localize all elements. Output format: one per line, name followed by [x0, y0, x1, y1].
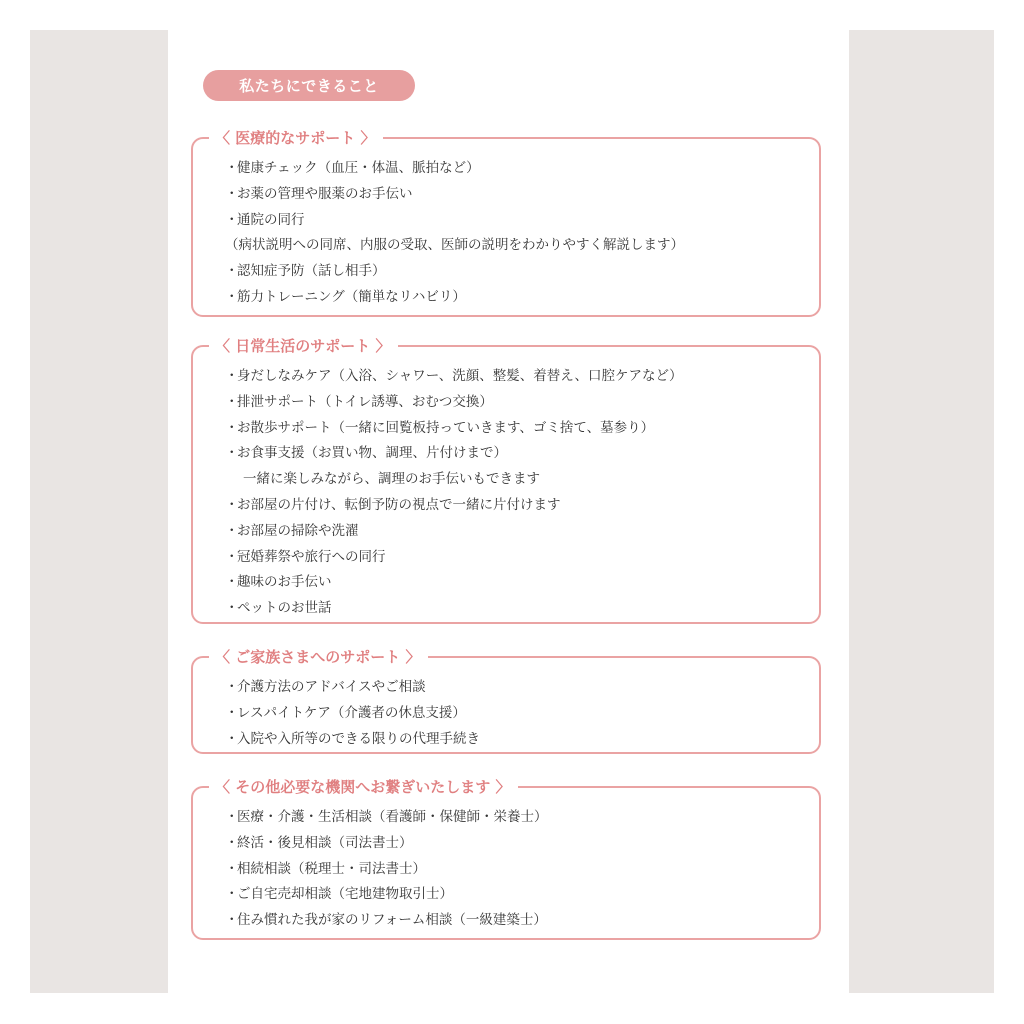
list-item	[225, 545, 683, 571]
list-item	[225, 259, 684, 285]
list-item	[225, 882, 548, 908]
bullet-mark: ・	[225, 886, 239, 903]
list-item	[225, 675, 480, 701]
list-item-text: お散歩サポート（一緒に回覧板持っていきます、ゴミ捨て、墓参り）	[237, 419, 655, 436]
left-side-panel	[30, 30, 168, 993]
right-side-panel	[849, 30, 994, 993]
list-item-continuation: （病状説明への同席、内服の受取、医師の説明をわかりやすく解説します）	[225, 237, 684, 254]
bullet-mark: ・	[225, 834, 239, 851]
bullet-mark: ・	[225, 445, 239, 462]
bullet-mark: ・	[225, 393, 239, 410]
bullet-mark: ・	[225, 912, 239, 929]
list-item-text: 筋力トレーニング（簡単なリハビリ）	[237, 288, 466, 305]
page-heading: 私たちにできること	[203, 70, 415, 101]
bullet-mark: ・	[225, 263, 239, 280]
bullet-mark: ・	[225, 160, 239, 176]
section-family-support	[191, 648, 821, 754]
list-item-text: お部屋の片付け、転倒予防の視点で一緒に片付けます	[237, 496, 561, 513]
section-daily-life-support	[191, 337, 821, 624]
list-item	[225, 908, 548, 934]
list-item	[225, 364, 683, 390]
list-item	[225, 467, 683, 493]
list-item-text: レスパイトケア（介護者の休息支援）	[237, 704, 466, 721]
bullet-mark: ・	[225, 185, 239, 202]
list-item	[225, 596, 683, 622]
bullet-mark: ・	[225, 704, 239, 721]
section-list	[225, 675, 480, 752]
list-item-text: ご自宅売却相談（宅地建物取引士）	[237, 886, 453, 903]
list-item	[225, 701, 480, 727]
list-item-continuation: 一緒に楽しみながら、調理のお手伝いもできます	[243, 471, 540, 488]
bullet-mark: ・	[225, 211, 239, 228]
list-item	[225, 182, 684, 208]
section-list	[225, 805, 548, 934]
list-item-text: 住み慣れた我が家のリフォーム相談（一級建築士）	[237, 912, 547, 929]
list-item-text: 介護方法のアドバイスやご相談	[237, 679, 426, 695]
section-other-referrals	[191, 778, 821, 940]
list-item-text: お食事支援（お買い物、調理、片付けまで）	[237, 445, 507, 462]
section-title: 〈 ご家族さまへのサポート 〉	[209, 646, 428, 668]
bullet-mark: ・	[225, 419, 239, 436]
list-item-text: 冠婚葬祭や旅行への同行	[237, 548, 386, 565]
list-item-text: 通院の同行	[237, 211, 305, 228]
list-item	[225, 416, 683, 442]
section-title: 〈 医療的なサポート 〉	[209, 127, 383, 149]
list-item	[225, 493, 683, 519]
list-item	[225, 285, 684, 311]
list-item-text: 認知症予防（話し相手）	[237, 263, 386, 280]
bullet-mark: ・	[225, 860, 239, 877]
list-item	[225, 390, 683, 416]
list-item	[225, 208, 684, 234]
list-item	[225, 156, 684, 182]
section-list	[225, 156, 684, 311]
list-item-text: 終活・後見相談（司法書士）	[237, 834, 413, 851]
section-title: 〈 日常生活のサポート 〉	[209, 335, 398, 357]
bullet-mark: ・	[225, 600, 239, 617]
list-item	[225, 805, 548, 831]
list-item	[225, 233, 684, 259]
bullet-mark: ・	[225, 368, 239, 384]
list-item-text: 排泄サポート（トイレ誘導、おむつ交換）	[237, 393, 493, 410]
list-item	[225, 570, 683, 596]
list-item-text: 趣味のお手伝い	[237, 574, 332, 591]
list-item	[225, 441, 683, 467]
bullet-mark: ・	[225, 288, 239, 305]
bullet-mark: ・	[225, 522, 239, 539]
section-title: 〈 その他必要な機関へお繋ぎいたします 〉	[209, 776, 518, 798]
list-item-text: 身だしなみケア（入浴、シャワー、洗顔、整髪、着替え、口腔ケアなど）	[237, 368, 683, 384]
section-medical-support	[191, 129, 821, 317]
list-item-text: お薬の管理や服薬のお手伝い	[237, 185, 413, 202]
list-item	[225, 831, 548, 857]
list-item-text: 健康チェック（血圧・体温、脈拍など）	[237, 160, 480, 176]
list-item	[225, 857, 548, 883]
bullet-mark: ・	[225, 574, 239, 591]
list-item	[225, 727, 480, 753]
bullet-mark: ・	[225, 679, 239, 695]
bullet-mark: ・	[225, 548, 239, 565]
section-list	[225, 364, 683, 622]
list-item-text: お部屋の掃除や洗濯	[237, 522, 359, 539]
bullet-mark: ・	[225, 496, 239, 513]
list-item	[225, 519, 683, 545]
bullet-mark: ・	[225, 730, 239, 747]
list-item-text: 入院や入所等のできる限りの代理手続き	[237, 730, 480, 747]
list-item-text: ペットのお世話	[237, 600, 332, 617]
list-item-text: 医療・介護・生活相談（看護師・保健師・栄養士）	[237, 809, 548, 825]
list-item-text: 相続相談（税理士・司法書士）	[237, 860, 426, 877]
bullet-mark: ・	[225, 809, 239, 825]
